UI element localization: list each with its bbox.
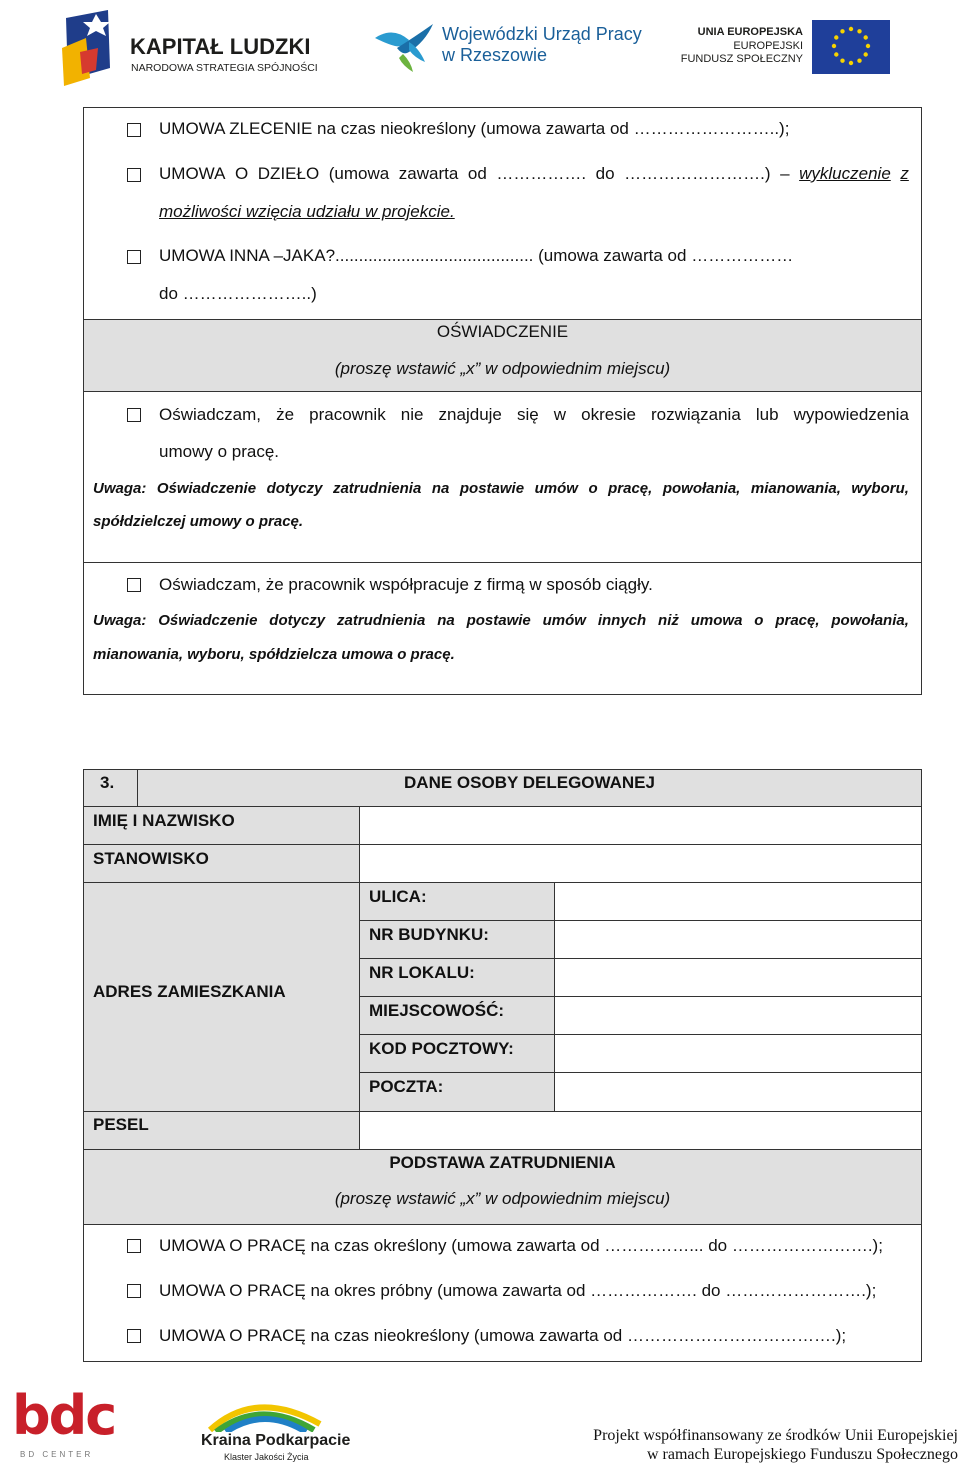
dzielo-word: od [467,164,487,183]
logo-kraina-podkarpacie [198,1394,358,1466]
dzielo-exclusion-word: z [900,164,909,183]
postcode-label: KOD POCZTOWY: [369,1039,514,1058]
oswiadczenie-title: OŚWIADCZENIE [436,322,569,341]
note2-word: umowa [690,612,743,629]
checkbox-umowa-o-prace-nieokreslony[interactable] [127,1329,141,1343]
wup-line2: w Rzeszowie [442,45,548,65]
post-office-label: POCZTA: [369,1077,444,1096]
kapital-ludzki-emblem-icon [60,8,116,90]
dzielo-word: DZIEŁO [257,164,320,183]
wup-bird-icon [373,18,439,74]
divider [84,562,921,563]
pesel-input[interactable] [359,1111,922,1150]
section3-number: 3. [100,773,115,792]
option-umowa-o-prace-nieokreslony: UMOWA O PRACĘ na czas nieokreślony (umowa zawarta od ……………………………….); [159,1326,847,1345]
checkbox-umowa-o-dzielo[interactable] [127,168,141,182]
note2-word: pracę, [775,612,820,629]
note2-word: powołania, [831,612,909,629]
note1-word: na [431,480,450,497]
decl1-word: Oświadczam, [159,405,262,424]
dzielo-word: O [234,164,249,183]
dzielo-word: ……………. [496,164,587,183]
kapital-ludzki-title: KAPITAŁ LUDZKI [130,34,311,59]
dzielo-word: UMOWA [159,164,226,183]
section3-title: DANE OSOBY DELEGOWANEJ [404,773,655,792]
note2-word: Uwaga: [93,612,147,629]
note1-word: wyboru, [851,480,909,497]
dzielo-word: – [780,164,790,183]
decl1-word: rozwiązania [651,405,741,424]
wup-line1: Wojewódzki Urząd Pracy [442,24,642,44]
project-cofinancing-note [560,1426,958,1466]
bdc-logo-text: bdc [12,1384,116,1447]
note-2 [93,611,909,631]
note-1-line2: spółdzielczej umowy o pracę. [93,513,304,530]
address-label: ADRES ZAMIESZKANIA [93,982,286,1001]
logo-ue-efs [680,20,895,76]
name-label: IMIĘ I NAZWISKO [93,811,235,830]
dzielo-exclusion-line2: możliwości wzięcia udziału w projekcie. [159,202,455,221]
post-office-input[interactable] [554,1072,922,1112]
name-input[interactable] [359,806,922,845]
dzielo-word: …………………….) [624,164,771,183]
employment-options-box [83,107,922,695]
decl1-word: w [553,405,567,424]
logo-kapital-ludzki [60,8,320,90]
decl1-word: znajduje [438,405,502,424]
note1-word: postawie [459,480,525,497]
decl1-word: wypowiedzenia [793,405,909,424]
note2-word: na [437,612,455,629]
kraina-title: Kraina Podkarpacie [201,1432,351,1449]
apartment-label: NR LOKALU: [369,963,475,982]
building-input[interactable] [554,920,922,959]
building-label: NR BUDYNKU: [369,925,489,944]
checkbox-umowa-o-prace-probny[interactable] [127,1284,141,1298]
kapital-ludzki-subtitle: NARODOWA STRATEGIA SPÓJNOŚCI [131,62,318,74]
pesel-label: PESEL [93,1115,149,1134]
note1-word: umów [534,480,578,497]
ue-line2: EUROPEJSKI [733,40,803,52]
logo-wup-rzeszow [373,14,643,76]
declaration-notice [159,405,909,425]
postcode-input[interactable] [554,1034,922,1073]
street-input[interactable] [554,882,922,921]
decl1-word: pracownik [309,405,386,424]
dzielo-word: (umowa [328,164,390,183]
checkbox-umowa-o-prace-okreslony[interactable] [127,1239,141,1253]
note1-word: mianowania, [750,480,841,497]
note1-word: pracę, [608,480,653,497]
position-input[interactable] [359,844,922,883]
project-line1: Projekt współfinansowany ze środków Unii Europejskiej [593,1427,958,1444]
ue-line1: UNIA EUROPEJSKA [697,26,803,38]
decl1-word: lub [755,405,779,424]
kraina-arcs-icon [206,1394,324,1432]
decl1-word: okresie [581,405,636,424]
note2-word: o [754,612,764,629]
street-label: ULICA: [369,887,427,906]
note2-word: umów [542,612,586,629]
note2-word: Oświadczenie [158,612,258,629]
note1-word: dotyczy [266,480,323,497]
ue-line3: FUNDUSZ SPOŁECZNY [680,53,803,65]
checkbox-umowa-inna[interactable] [127,250,141,264]
podstawa-hint: (proszę wstawić „x” w odpowiednim miejscu) [334,1189,671,1208]
city-input[interactable] [554,996,922,1035]
decl1-word: nie [400,405,424,424]
checkbox-umowa-zlecenie[interactable] [127,123,141,137]
podstawa-title: PODSTAWA ZATRUDNIENIA [389,1153,616,1172]
kraina-subtitle: Klaster Jakości Życia [224,1452,309,1462]
note2-word: dotyczy [269,612,326,629]
logo-bdc [12,1384,122,1464]
option-umowa-o-prace-okreslony: UMOWA O PRACĘ na czas określony (umowa zawarta od ……………... do …………………….); [159,1236,883,1255]
bdc-logo-subtitle: BD CENTER [20,1450,94,1459]
note2-word: zatrudnienia [337,612,426,629]
dzielo-word: zawarta [398,164,459,183]
decl1-word: się [516,405,539,424]
apartment-input[interactable] [554,958,922,997]
note-1 [93,479,909,499]
dzielo-exclusion-word: wykluczenie [799,164,891,183]
option-umowa-o-prace-probny: UMOWA O PRACĘ na okres próbny (umowa zawarta od ………………. do …………………….); [159,1281,877,1300]
decl1-word: że [276,405,295,424]
option-umowa-inna-line2: do …………………..) [159,284,317,303]
note1-word: Oświadczenie [156,480,257,497]
declaration-cooperation: Oświadczam, że pracownik współpracuje z firmą w sposób ciągły. [159,575,653,594]
declaration-notice-line2: umowy o pracę. [159,442,279,461]
option-umowa-inna: UMOWA INNA –JAKA?.......................................... (umowa zawarta od ……………… [159,246,794,265]
note2-word: innych [597,612,647,629]
option-umowa-o-dzielo [159,164,909,184]
project-line2: w ramach Europejskiego Funduszu Społecznego [646,1446,958,1463]
note2-word: niż [658,612,679,629]
dzielo-word: do [595,164,615,183]
note1-word: powołania, [662,480,741,497]
note2-word: postawie [466,612,531,629]
note1-word: Uwaga: [93,480,147,497]
note-2-line2: mianowania, wyboru, spółdzielcza umowa o pracę. [93,646,455,663]
position-label: STANOWISKO [93,849,209,868]
note1-word: zatrudnienia [332,480,422,497]
city-label: MIEJSCOWOŚĆ: [369,1001,505,1020]
eu-flag-icon [812,20,890,74]
checkbox-declaration-notice[interactable] [127,408,141,422]
checkbox-declaration-cooperation[interactable] [127,578,141,592]
oswiadczenie-hint: (proszę wstawić „x” w odpowiednim miejscu) [334,359,671,378]
note1-word: o [588,480,598,497]
option-umowa-zlecenie: UMOWA ZLECENIE na czas nieokreślony (umowa zawarta od ……………………..); [159,119,790,138]
